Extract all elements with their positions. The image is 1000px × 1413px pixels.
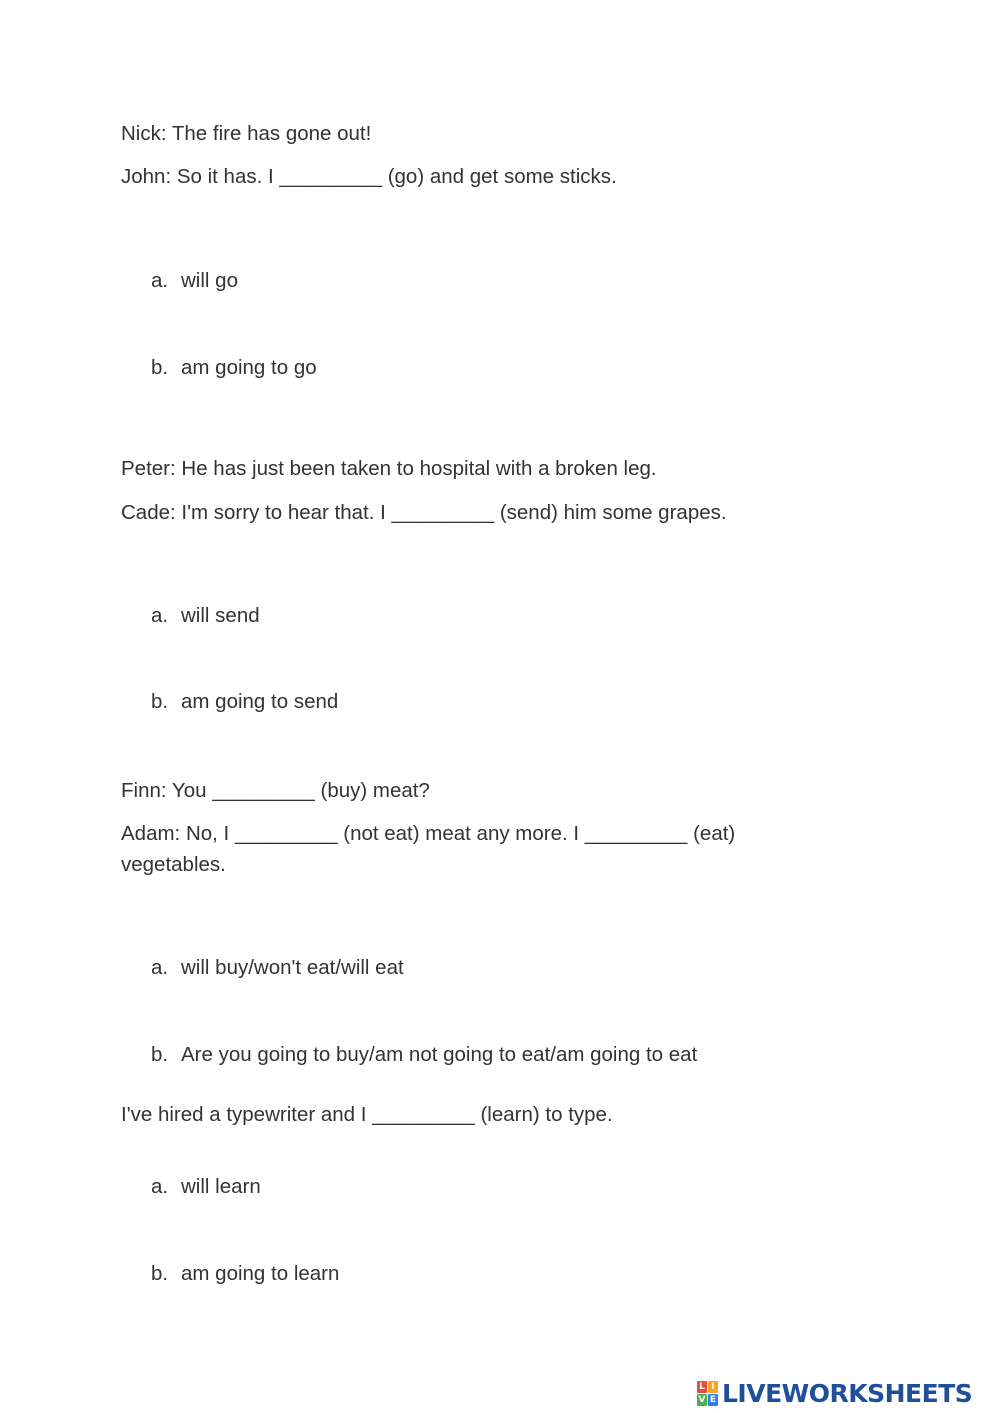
question-3-line-1: Finn: You _________ (buy) meat? [121, 779, 430, 802]
option-text: am going to send [181, 690, 339, 713]
logo-text: LIVEWORKSHEETS [722, 1378, 973, 1408]
option-text: will go [181, 269, 238, 292]
question-3-line-2: Adam: No, I _________ (not eat) meat any more. I _________ (eat) vegetables. [121, 822, 736, 876]
option-text: am going to learn [181, 1262, 340, 1285]
question-4-option-a[interactable] [151, 1174, 261, 1200]
option-letter: a. [151, 269, 169, 292]
option-text: will learn [181, 1175, 261, 1198]
question-2-option-b[interactable] [151, 689, 338, 715]
option-text: Are you going to buy/am not going to eat/am going to eat [181, 1043, 698, 1066]
question-4-line-1: I've hired a typewriter and I _________ (learn) to type. [121, 1103, 613, 1126]
logo-icon-tile: V [698, 1394, 706, 1405]
liveworksheets-logo-icon [697, 1381, 718, 1406]
option-letter: b. [151, 356, 169, 379]
question-4-option-b[interactable] [151, 1261, 339, 1287]
option-letter: a. [151, 1175, 169, 1198]
question-1-option-b[interactable] [151, 355, 317, 381]
option-letter: b. [151, 1043, 169, 1066]
question-3-option-a[interactable] [151, 955, 404, 981]
question-2-option-a[interactable] [151, 603, 260, 629]
question-3-option-b[interactable] [151, 1042, 697, 1068]
logo-icon-tile: I [708, 1381, 718, 1393]
logo-icon-tile: E [709, 1394, 717, 1405]
logo-icon-tile: L [697, 1381, 707, 1393]
question-2-line-1: Peter: He has just been taken to hospital with a broken leg. [121, 457, 657, 480]
option-letter: a. [151, 956, 169, 979]
option-letter: b. [151, 1262, 169, 1285]
question-1-line-2: John: So it has. I _________ (go) and get some sticks. [121, 165, 617, 188]
question-2-line-2: Cade: I'm sorry to hear that. I _________ (send) him some grapes. [121, 501, 727, 524]
option-letter: b. [151, 690, 169, 713]
option-text: will send [181, 604, 260, 627]
liveworksheets-logo [697, 1378, 972, 1408]
question-1-line-1: Nick: The fire has gone out! [121, 122, 372, 145]
question-1-option-a[interactable] [151, 268, 238, 294]
option-letter: a. [151, 604, 169, 627]
option-text: am going to go [181, 356, 317, 379]
option-text: will buy/won't eat/will eat [181, 956, 404, 979]
